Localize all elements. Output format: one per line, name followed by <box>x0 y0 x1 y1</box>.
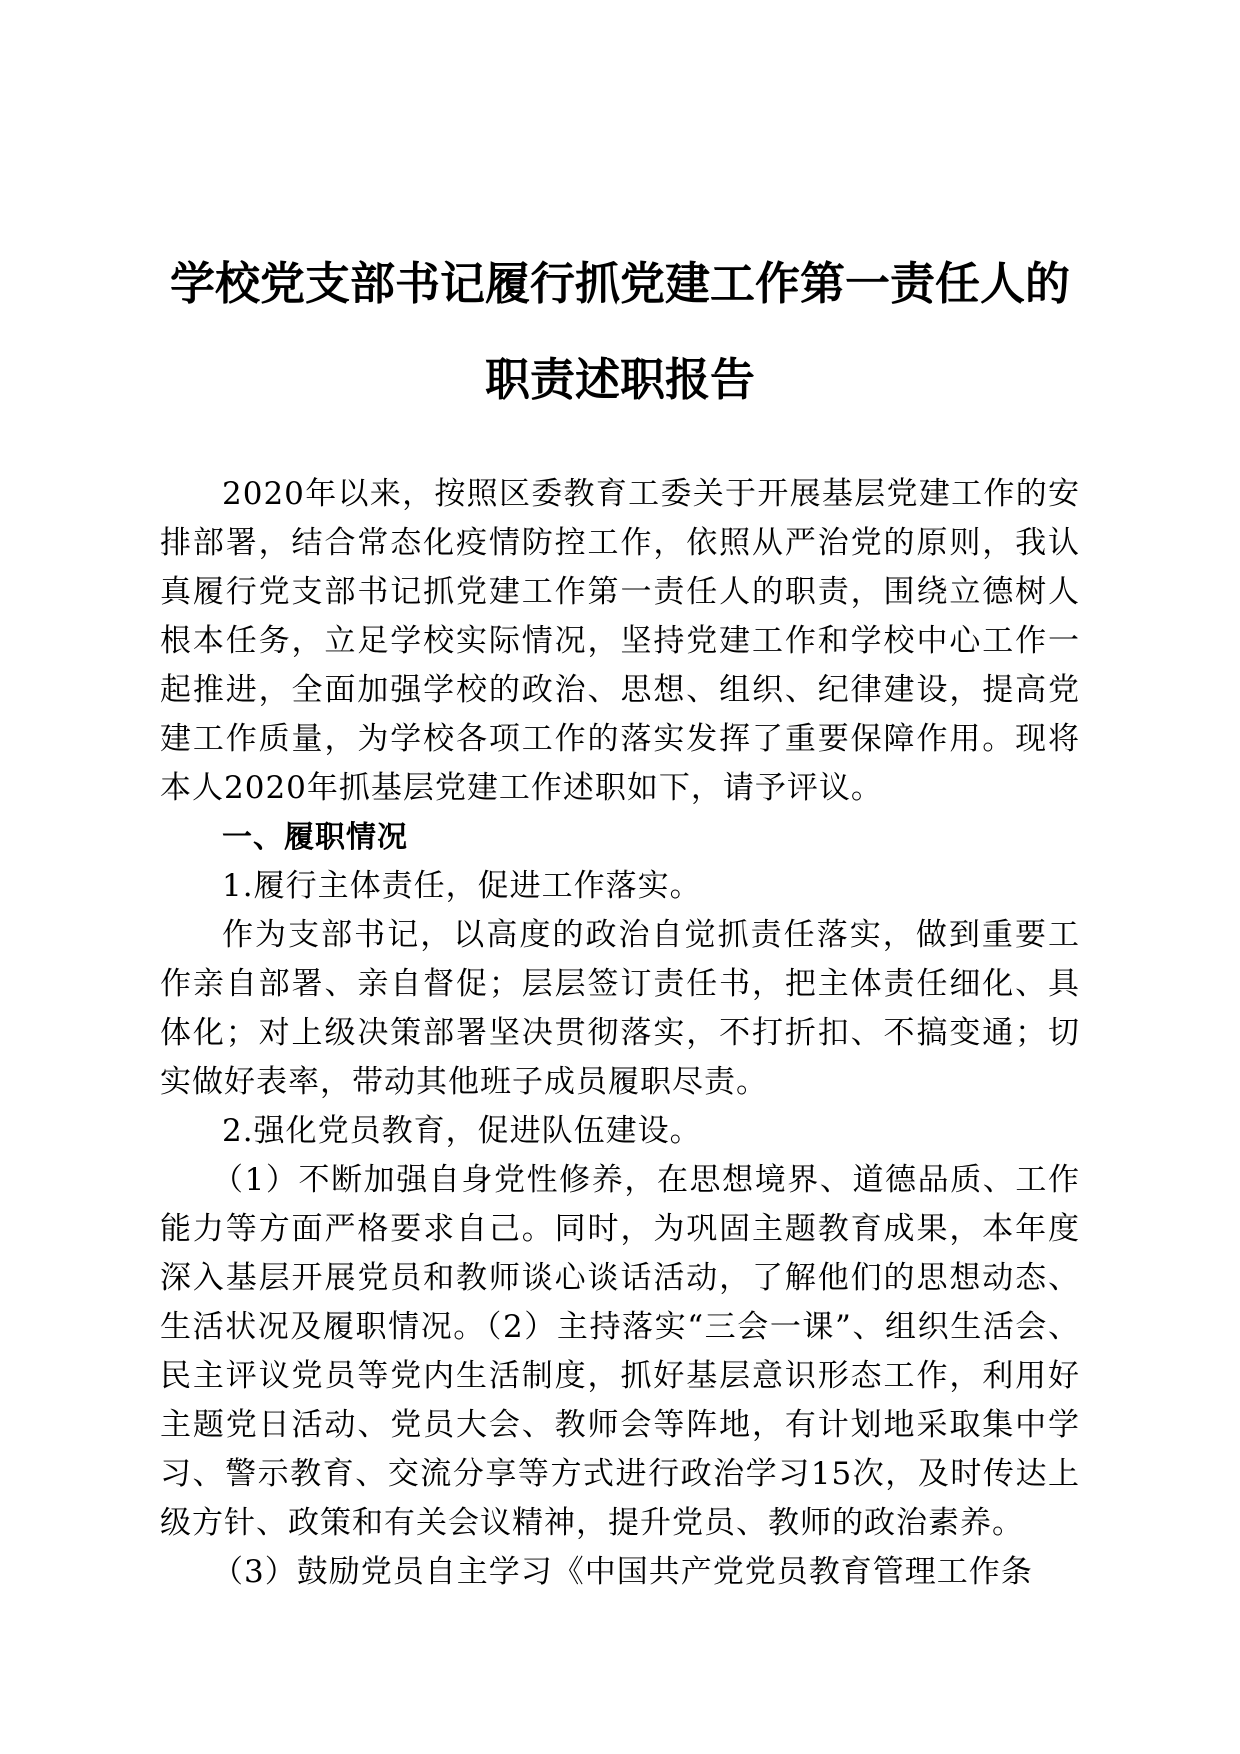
body-paragraph: （3）鼓励党员自主学习《中国共产党党员教育管理工作条 <box>212 1554 1033 1590</box>
subsection-heading-2: 2.强化党员教育，促进队伍建设。 <box>222 1113 702 1149</box>
intro-paragraph: 2020年以来，按照区委教育工委关于开展基层党建工作的安排部署，结合常态化疫情防控工作，依照从严治党的原则，我认真履行党支部书记抓党建工作第一责任人的职责，围绕立德树人根本任务，立足学校实际情况，坚持党建工作和学校中心工作一起推进，全面加强学校的政治、思想、组织、纪律建设，提高党建工作质量，为学校各项工作的落实发挥了重要保障作用。现将本人2020年抓基层党建工作述职如下，请予评议。 <box>160 476 1080 806</box>
document-title-line-2: 职责述职报告 <box>484 353 755 406</box>
body-paragraph: 作为支部书记，以高度的政治自觉抓责任落实，做到重要工作亲自部署、亲自督促；层层签订责任书，把主体责任细化、具体化；对上级决策部署坚决贯彻落实，不打折扣、不搞变通；切实做好表率，带动其他班子成员履职尽责。 <box>160 917 1080 1100</box>
section-heading: 一、履职情况 <box>222 820 408 855</box>
document-body <box>160 470 1080 1597</box>
body-paragraph: （1）不断加强自身党性修养，在思想境界、道德品质、工作能力等方面严格要求自己。同时，为巩固主题教育成果，本年度深入基层开展党员和教师谈心谈话活动，了解他们的思想动态、生活状况及履职情况。（2）主持落实“三会一课”、组织生活会、民主评议党员等党内生活制度，抓好基层意识形态工作，利用好主题党日活动、党员大会、教师会等阵地，有计划地采取集中学习、警示教育、交流分享等方式进行政治学习15次，及时传达上级方针、政策和有关会议精神，提升党员、教师的政治素养。 <box>160 1162 1080 1541</box>
document-title-line-1: 学校党支部书记履行抓党建工作第一责任人的 <box>169 257 1070 310</box>
subsection-heading-1: 1.履行主体责任，促进工作落实。 <box>222 868 702 904</box>
